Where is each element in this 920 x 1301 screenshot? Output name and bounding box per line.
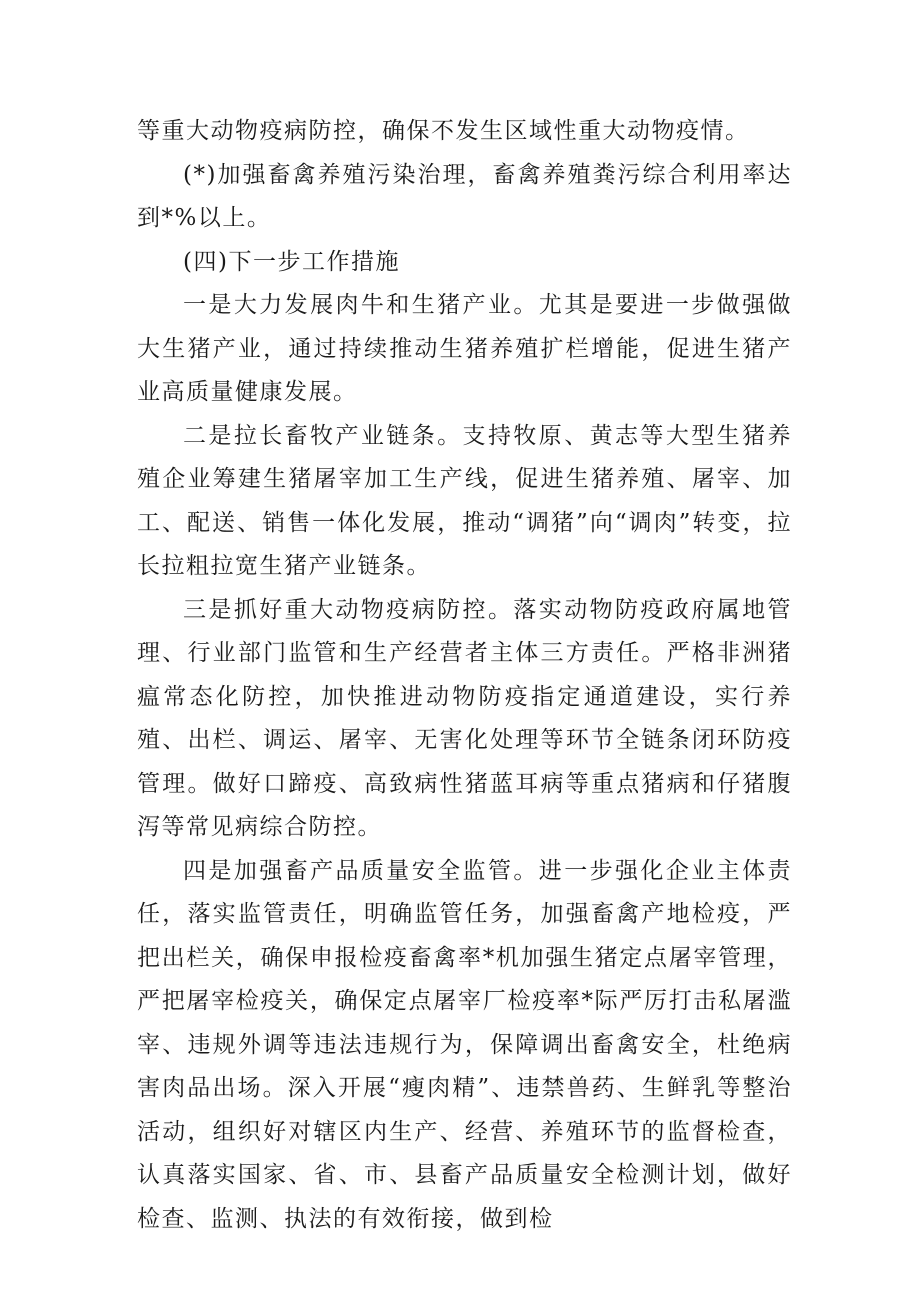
section-heading-next-steps: (四)下一步工作措施: [183, 248, 400, 275]
paragraph-continuation: 等重大动物疫病防控，确保不发生区域性重大动物疫情。: [137, 118, 750, 144]
paragraph-measure-four: 四是加强畜产品质量安全监管。进一步强化企业主体责任，落实监管责任，明确监管任务，加强畜禽产地检疫，严把出栏关，确保申报检疫畜禽率*机加强生猪定点屠宰管理，严把屠宰检疫关，确保定点屠宰厂检疫率*际严厉打击私屠滥宰、违规外调等违法违规行为，保障调出畜禽安全，杜绝病害肉品出场。深入开展“瘦肉精”、违禁兽药、生鲜乳等整治活动，组织好对辖区内生产、经营、养殖环节的监督检查，认真落实国家、省、市、县畜产品质量安全检测计划，做好检查、监测、执法的有效衔接，做到检: [137, 857, 792, 1232]
document-body: [137, 110, 792, 1241]
paragraph-measure-two: 二是拉长畜牧产业链条。支持牧原、黄志等大型生猪养殖企业筹建生猪屠宰加工生产线，促进生猪养殖、屠宰、加工、配送、销售一体化发展，推动“调猪”向“调肉”转变，拉长拉粗拉宽生猪产业链条。: [137, 422, 792, 579]
paragraph-measure-three: 三是抓好重大动物疫病防控。落实动物防疫政府属地管理、行业部门监管和生产经营者主体三方责任。严格非洲猪瘟常态化防控，加快推进动物防疫指定通道建设，实行养殖、出栏、调运、屠宰、无害化处理等环节全链条闭环防疫管理。做好口蹄疫、高致病性猪蓝耳病等重点猪病和仔猪腹泻等常见病综合防控。: [137, 596, 792, 840]
paragraph-measure-one: 一是大力发展肉牛和生猪产业。尤其是要进一步做强做大生猪产业，通过持续推动生猪养殖扩栏增能，促进生猪产业高质量健康发展。: [137, 292, 792, 405]
paragraph-pollution-control: (*)加强畜禽养殖污染治理，畜禽养殖粪污综合利用率达到*%以上。: [137, 161, 792, 231]
